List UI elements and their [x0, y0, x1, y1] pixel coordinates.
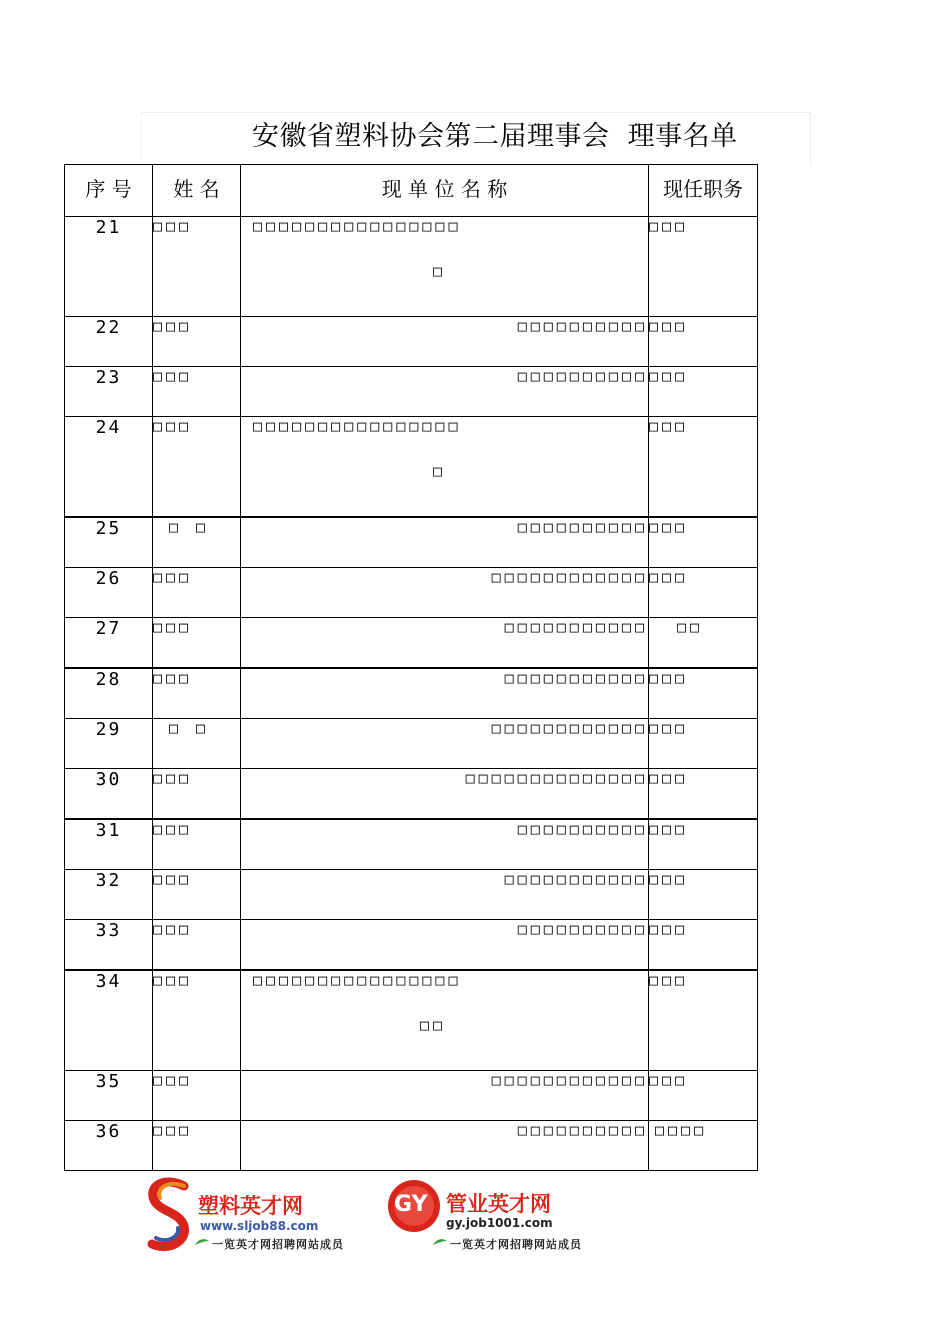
- row-organization: □□□□□□□□□□: [241, 819, 649, 870]
- row-position: □□□: [649, 217, 758, 317]
- row-position: □□□: [649, 970, 758, 1071]
- row-organization: □□□□□□□□□□□: [241, 668, 649, 719]
- table-header-row: [65, 165, 758, 217]
- row-position: □□□: [649, 417, 758, 518]
- row-name: □□□: [153, 1071, 241, 1121]
- row-position: □□□: [649, 367, 758, 417]
- gyjob-logo[interactable]: [380, 1176, 610, 1256]
- logo1-name: 塑料英才网: [198, 1194, 303, 1218]
- gy-badge-text: GY: [394, 1192, 428, 1217]
- logo2-url: gy.job1001.com: [446, 1216, 553, 1230]
- header-name: 姓 名: [153, 165, 241, 217]
- table-row: [65, 870, 758, 920]
- row-organization: □□□□□□□□□□□□: [241, 719, 649, 769]
- row-name: □□□: [153, 819, 241, 870]
- row-position: □□□: [649, 517, 758, 568]
- table-row: [65, 618, 758, 669]
- row-position: □□□: [649, 668, 758, 719]
- row-index: 24: [65, 417, 153, 518]
- table-row: [65, 970, 758, 1071]
- table-row: [65, 217, 758, 317]
- table-row: [65, 568, 758, 618]
- table-row: [65, 317, 758, 367]
- row-position: □□□: [649, 317, 758, 367]
- org-line-2: □: [432, 262, 446, 280]
- row-name: □□□: [153, 417, 241, 518]
- leaf-icon: [432, 1237, 448, 1247]
- row-name: □□: [153, 719, 241, 769]
- leaf-icon: [194, 1237, 210, 1247]
- sljob-logo[interactable]: [140, 1176, 370, 1256]
- row-index: 29: [65, 719, 153, 769]
- row-organization: □□□□□□□□□□: [241, 317, 649, 367]
- table-row: [65, 668, 758, 719]
- row-organization: [241, 417, 649, 518]
- table-row: [65, 769, 758, 820]
- row-organization: □□□□□□□□□□: [241, 920, 649, 971]
- table-row: [65, 819, 758, 870]
- org-line-1: □□□□□□□□□□□□□□□□: [253, 217, 462, 235]
- logo1-tagline: 一览英才网招聘网站成员: [212, 1238, 344, 1251]
- table-row: [65, 517, 758, 568]
- row-organization: □□□□□□□□□□□□: [241, 1071, 649, 1121]
- row-organization: [241, 970, 649, 1071]
- logo1-url: www.sljob88.com: [200, 1219, 319, 1233]
- row-position: □□□: [649, 870, 758, 920]
- row-position: □□□□: [649, 1121, 758, 1171]
- row-position: □□□: [649, 719, 758, 769]
- row-index: 23: [65, 367, 153, 417]
- document-title: 安徽省塑料协会第二届理事会 理事名单: [252, 121, 738, 152]
- table-row: [65, 719, 758, 769]
- row-organization: [241, 217, 649, 317]
- table-row: [65, 920, 758, 971]
- logo2-tagline: 一览英才网招聘网站成员: [450, 1238, 582, 1251]
- row-index: 31: [65, 819, 153, 870]
- row-position: □□□: [649, 920, 758, 971]
- header-position: 现任职务: [649, 165, 758, 217]
- org-line-2: □□: [419, 1016, 446, 1034]
- org-line-1: □□□□□□□□□□□□□□□□: [253, 971, 462, 989]
- row-organization: □□□□□□□□□□□□□□: [241, 769, 649, 820]
- s-swirl-icon: [144, 1176, 196, 1254]
- row-name: □□□: [153, 769, 241, 820]
- row-index: 21: [65, 217, 153, 317]
- row-index: 27: [65, 618, 153, 669]
- row-name: □□□: [153, 568, 241, 618]
- row-name: □□□: [153, 870, 241, 920]
- header-index: 序 号: [65, 165, 153, 217]
- row-index: 33: [65, 920, 153, 971]
- row-name: □□□: [153, 618, 241, 669]
- row-index: 26: [65, 568, 153, 618]
- row-position: □□□: [649, 568, 758, 618]
- row-position: □□□: [649, 1071, 758, 1121]
- row-index: 25: [65, 517, 153, 568]
- table-row: [65, 1121, 758, 1171]
- header-organization: 现 单 位 名 称: [241, 165, 649, 217]
- table-row: [65, 367, 758, 417]
- row-organization: □□□□□□□□□□□: [241, 870, 649, 920]
- row-name: □□□: [153, 668, 241, 719]
- row-organization: □□□□□□□□□□□□: [241, 568, 649, 618]
- row-name: □□□: [153, 317, 241, 367]
- row-name: □□: [153, 517, 241, 568]
- org-line-1: □□□□□□□□□□□□□□□□: [253, 417, 462, 435]
- row-name: □□□: [153, 970, 241, 1071]
- row-index: 22: [65, 317, 153, 367]
- row-name: □□□: [153, 1121, 241, 1171]
- row-organization: □□□□□□□□□□□: [241, 618, 649, 669]
- row-position: □□: [649, 618, 758, 669]
- member-table: [64, 164, 758, 1171]
- row-name: □□□: [153, 367, 241, 417]
- org-line-2: □: [432, 462, 446, 480]
- row-name: □□□: [153, 217, 241, 317]
- row-index: 36: [65, 1121, 153, 1171]
- row-position: □□□: [649, 769, 758, 820]
- table-row: [65, 417, 758, 518]
- row-organization: □□□□□□□□□□: [241, 1121, 649, 1171]
- row-organization: □□□□□□□□□□: [241, 367, 649, 417]
- row-index: 28: [65, 668, 153, 719]
- row-index: 32: [65, 870, 153, 920]
- row-organization: □□□□□□□□□□: [241, 517, 649, 568]
- table-row: [65, 1071, 758, 1121]
- row-position: □□□: [649, 819, 758, 870]
- row-index: 30: [65, 769, 153, 820]
- row-name: □□□: [153, 920, 241, 971]
- row-index: 35: [65, 1071, 153, 1121]
- logo2-name: 管业英才网: [446, 1192, 551, 1216]
- footer-logos: [140, 1176, 610, 1256]
- row-index: 34: [65, 970, 153, 1071]
